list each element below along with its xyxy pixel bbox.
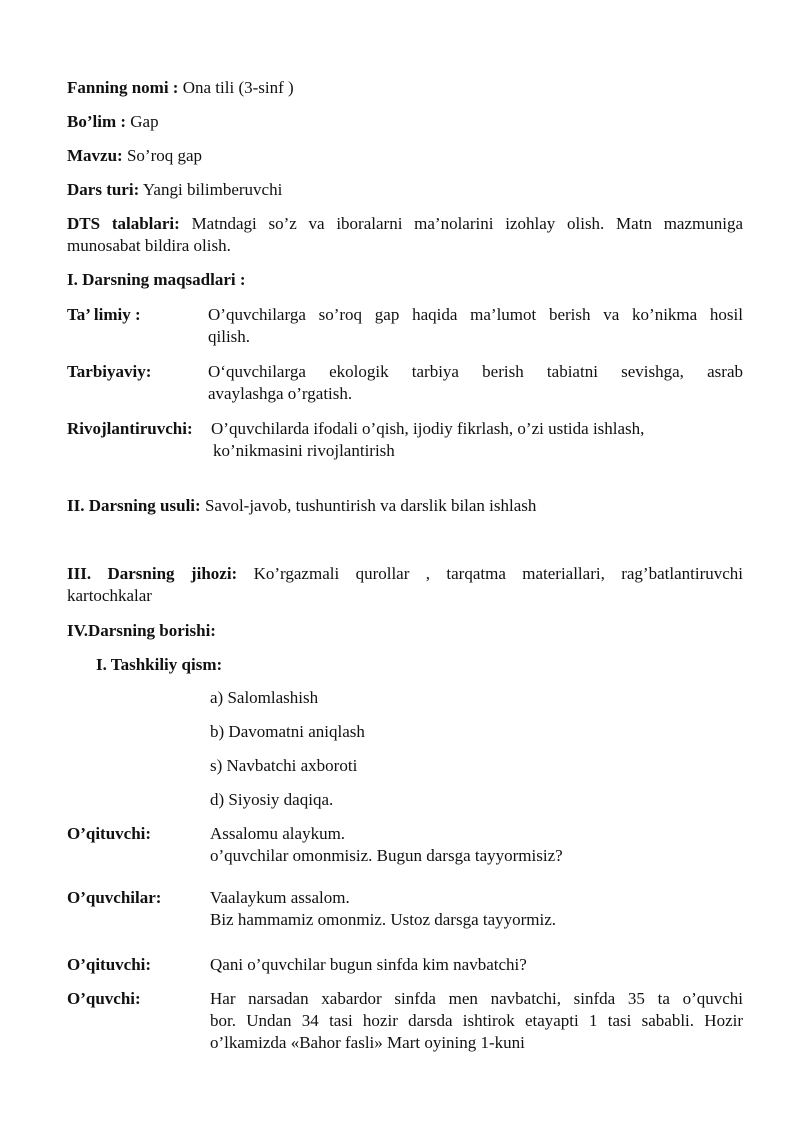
upbringing-label: Tarbiyaviy: bbox=[67, 362, 152, 381]
subject-line bbox=[67, 77, 294, 99]
lesson-type-value: Yangi bilimberuvchi bbox=[142, 180, 283, 199]
student-text-1: Har narsadan xabardor sinfda men navbatchi, sinfda 35 ta o’quvchi bbox=[210, 989, 743, 1008]
dts-line-2: munosabat bildira olish. bbox=[67, 236, 231, 255]
org-item-4: d) Siyosiy daqiqa. bbox=[210, 790, 334, 809]
goals-heading: I. Darsning maqsadlari : bbox=[67, 270, 246, 289]
upbringing-text-2: avaylashga o’rgatish. bbox=[208, 384, 353, 403]
students-text-a: Vaalaykum assalom. bbox=[210, 888, 350, 907]
method-label: II. Darsning usuli: bbox=[67, 496, 201, 515]
section-line bbox=[67, 111, 159, 133]
section-value: Gap bbox=[130, 112, 159, 131]
method-line bbox=[67, 495, 536, 517]
upbringing-text-1: O‘quvchilarga ekologik tarbiya berish tabiatni sevishga, asrab bbox=[208, 362, 743, 381]
org-item-1: a) Salomlashish bbox=[210, 688, 319, 707]
students-label: O’quvchilar: bbox=[67, 888, 162, 907]
students-text-b: Biz hammamiz omonmiz. Ustoz darsga tayyormiz. bbox=[210, 910, 557, 929]
student-text-2: bor. Undan 34 tasi hozir darsda ishtirok etayapti 1 tasi sababli. Hozir bbox=[210, 1011, 743, 1030]
topic-value: So’roq gap bbox=[126, 146, 203, 165]
equipment-line-1 bbox=[67, 563, 743, 585]
dts-line-1 bbox=[67, 213, 743, 235]
student-label: O’quvchi: bbox=[67, 989, 141, 1008]
educational-text-2: qilish. bbox=[208, 327, 251, 346]
lesson-type-line bbox=[67, 179, 282, 201]
org-item-3: s) Navbatchi axboroti bbox=[210, 756, 358, 775]
org-part-heading: I. Tashkiliy qism: bbox=[96, 655, 223, 674]
equipment-label: III. Darsning jihozi: bbox=[67, 564, 238, 583]
equipment-text-1: Ko’rgazmali qurollar , tarqatma materiallari, rag’batlantiruvchi bbox=[253, 564, 743, 583]
student-text-3: o’lkamizda «Bahor fasli» Mart oyining 1-kuni bbox=[210, 1033, 525, 1052]
dts-text-1: Matndagi so’z va iboralarni ma’nolarini izohlay olish. Matn mazmuniga bbox=[191, 214, 743, 233]
topic-line bbox=[67, 145, 202, 167]
org-item-2: b) Davomatni aniqlash bbox=[210, 722, 365, 741]
teacher-label-2: O’qituvchi: bbox=[67, 955, 152, 974]
teacher-text-2: Qani o’quvchilar bugun sinfda kim navbatchi? bbox=[210, 955, 527, 974]
teacher-text-1a: Assalomu alaykum. bbox=[210, 824, 346, 843]
lesson-type-label: Dars turi: bbox=[67, 180, 140, 199]
educational-text-1: O’quvchilarga so’roq gap haqida ma’lumot berish va ko’nikma hosil bbox=[208, 305, 743, 324]
developmental-text-2: ko’nikmasini rivojlantirish bbox=[213, 441, 395, 460]
section-label: Bo’lim : bbox=[67, 112, 127, 131]
developmental-text-1: O’quvchilarda ifodali o’qish, ijodiy fikrlash, o’zi ustida ishlash, bbox=[211, 419, 645, 438]
dts-label: DTS talablari: bbox=[67, 214, 180, 233]
educational-label: Ta’ limiy : bbox=[67, 305, 141, 324]
teacher-text-1b: o’quvchilar omonmisiz. Bugun darsga tayyormisiz? bbox=[210, 846, 563, 865]
method-value: Savol-javob, tushuntirish va darslik bilan ishlash bbox=[204, 496, 537, 515]
topic-label: Mavzu: bbox=[67, 146, 123, 165]
progress-heading: IV.Darsning borishi: bbox=[67, 621, 216, 640]
teacher-label-1: O’qituvchi: bbox=[67, 824, 152, 843]
equipment-line-2: kartochkalar bbox=[67, 586, 152, 605]
subject-value: Ona tili (3-sinf ) bbox=[182, 78, 294, 97]
subject-label: Fanning nomi : bbox=[67, 78, 179, 97]
developmental-label: Rivojlantiruvchi: bbox=[67, 419, 193, 438]
